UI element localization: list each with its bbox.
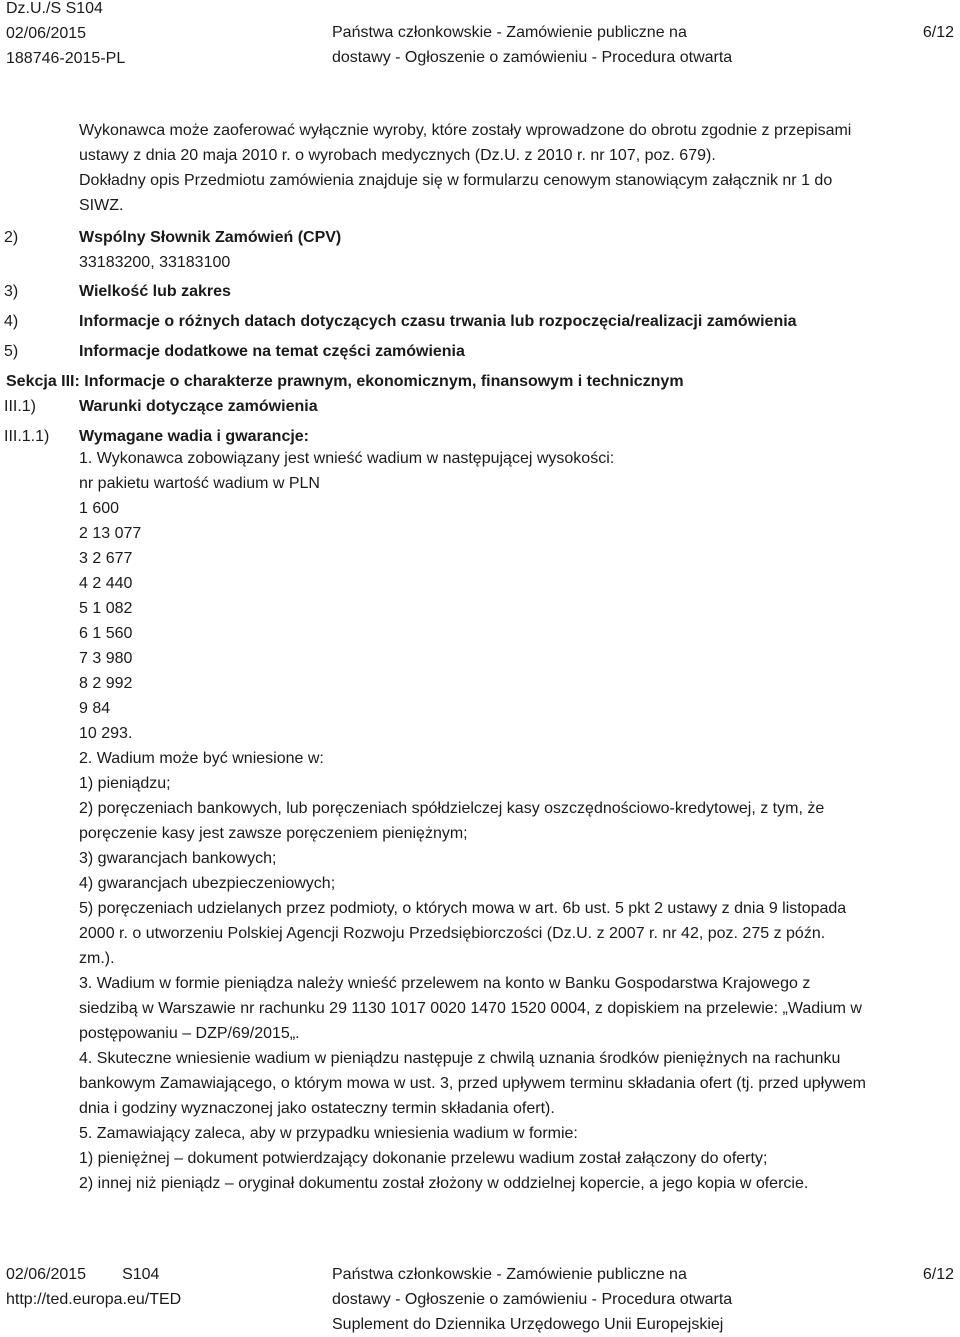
page-header bbox=[0, 0, 960, 72]
body-line: 5. Zamawiający zaleca, aby w przypadku wniesienia wadium w formie: bbox=[79, 1125, 578, 1142]
header-doc-id: 188746-2015-PL bbox=[6, 50, 126, 67]
subsection-heading: Warunki dotyczące zamówienia bbox=[79, 398, 318, 415]
scope-heading: Wielkość lub zakres bbox=[79, 283, 231, 300]
header-title-2: dostawy - Ogłoszenie o zamówieniu - Procedura otwarta bbox=[332, 49, 733, 66]
body-line: 5) poręczeniach udzielanych przez podmioty, o których mowa w art. 6b ust. 5 pkt 2 ustawy z dnia 9 listopada bbox=[79, 900, 847, 917]
body-line: 7 3 980 bbox=[79, 650, 133, 667]
footer-left bbox=[6, 1262, 181, 1312]
body-line: 10 293. bbox=[79, 725, 133, 742]
footer-date: 02/06/2015 bbox=[6, 1266, 87, 1283]
intro-line: Wykonawca może zaoferować wyłącznie wyroby, które zostały wprowadzone do obrotu zgodnie z przepisami bbox=[79, 122, 852, 139]
footer-url[interactable]: http://ted.europa.eu/TED bbox=[6, 1291, 182, 1308]
section-heading: Sekcja III: Informacje o charakterze prawnym, ekonomicznym, finansowym i technicznym bbox=[6, 373, 684, 390]
header-ref: Dz.U./S S104 bbox=[6, 0, 103, 17]
body-line: poręczenie kasy jest zawsze poręczeniem pieniężnym; bbox=[79, 825, 468, 842]
footer-center bbox=[332, 1262, 752, 1337]
body-line: 1. Wykonawca zobowiązany jest wnieść wadium w następującej wysokości: bbox=[79, 450, 615, 467]
header-title-1: Państwa członkowskie - Zamówienie publiczne na bbox=[332, 24, 687, 41]
subsubsection-heading: Wymagane wadia i gwarancje: bbox=[79, 428, 310, 445]
dates-heading: Informacje o różnych datach dotyczących czasu trwania lub rozpoczęcia/realizacji zamówienia bbox=[79, 313, 797, 330]
body-line: 1 600 bbox=[79, 500, 120, 517]
body-line: 4) gwarancjach ubezpieczeniowych; bbox=[79, 875, 336, 892]
subsubsection-number: III.1.1) bbox=[4, 428, 50, 445]
body-line: 1) pieniężnej – dokument potwierdzający dokonanie przelewu wadium został załączony do oferty; bbox=[79, 1150, 768, 1167]
footer-page-number: 6/12 bbox=[922, 1266, 954, 1283]
body-line: 8 2 992 bbox=[79, 675, 133, 692]
footer-title-1: Państwa członkowskie - Zamówienie publiczne na bbox=[332, 1266, 687, 1283]
scope-number: 3) bbox=[4, 283, 19, 300]
extra-number: 5) bbox=[4, 343, 19, 360]
body-line: 6 1 560 bbox=[79, 625, 133, 642]
page-footer bbox=[0, 1262, 960, 1334]
body-line: zm.). bbox=[79, 950, 115, 967]
body-line: 3. Wadium w formie pieniądza należy wnieść przelewem na konto w Banku Gospodarstwa Krajowego z bbox=[79, 975, 811, 992]
cpv-heading: Wspólny Słownik Zamówień (CPV) bbox=[79, 229, 342, 246]
dates-number: 4) bbox=[4, 313, 19, 330]
guarantee-text bbox=[79, 446, 949, 1196]
footer-issue: S104 bbox=[122, 1266, 160, 1283]
extra-heading: Informacje dodatkowe na temat części zamówienia bbox=[79, 343, 465, 360]
body-line: siedzibą w Warszawie nr rachunku 29 1130 1017 0020 1470 1520 0004, z dopiskiem na przelewie: „Wadium w bbox=[79, 1000, 862, 1017]
footer-title-2: dostawy - Ogłoszenie o zamówieniu - Procedura otwarta bbox=[332, 1291, 733, 1308]
body-line: 2 13 077 bbox=[79, 525, 142, 542]
body-line: 5 1 082 bbox=[79, 600, 133, 617]
header-center bbox=[332, 20, 752, 70]
cpv-number: 2) bbox=[4, 229, 19, 246]
header-left bbox=[6, 0, 125, 71]
cpv-codes: 33183200, 33183100 bbox=[79, 254, 231, 271]
intro-line: SIWZ. bbox=[79, 197, 124, 214]
header-page-number: 6/12 bbox=[922, 24, 954, 41]
intro-line: Dokładny opis Przedmiotu zamówienia znajduje się w formularzu cenowym stanowiącym załącznik nr 1 do bbox=[79, 172, 833, 189]
body-line: dnia i godziny wyznaczonej jako ostateczny termin składania ofert). bbox=[79, 1100, 555, 1117]
body-line: bankowym Zamawiającego, o którym mowa w ust. 3, przed upływem terminu składania ofert (tj. przed upływem bbox=[79, 1075, 866, 1092]
body-line: 3 2 677 bbox=[79, 550, 133, 567]
header-date: 02/06/2015 bbox=[6, 25, 87, 42]
intro-paragraph bbox=[79, 118, 949, 218]
body-line: 4. Skuteczne wniesienie wadium w pieniądzu następuje z chwilą uznania środków pieniężnych na rachunku bbox=[79, 1050, 841, 1067]
body-line: 1) pieniądzu; bbox=[79, 775, 171, 792]
body-line: postępowaniu – DZP/69/2015„. bbox=[79, 1025, 300, 1042]
body-line: 2000 r. o utworzeniu Polskiej Agencji Rozwoju Przedsiębiorczości (Dz.U. z 2007 r. nr 42, poz. 275 z późn. bbox=[79, 925, 826, 942]
body-line: nr pakietu wartość wadium w PLN bbox=[79, 475, 320, 492]
body-line: 4 2 440 bbox=[79, 575, 133, 592]
subsection-number: III.1) bbox=[4, 398, 37, 415]
body-line: 9 84 bbox=[79, 700, 111, 717]
body-line: 2) innej niż pieniądz – oryginał dokumentu został złożony w oddzielnej kopercie, a jego kopia w ofercie. bbox=[79, 1175, 809, 1192]
footer-title-3: Suplement do Dziennika Urzędowego Unii Europejskiej bbox=[332, 1316, 724, 1333]
body-line: 3) gwarancjach bankowych; bbox=[79, 850, 277, 867]
body-line: 2. Wadium może być wniesione w: bbox=[79, 750, 324, 767]
body-line: 2) poręczeniach bankowych, lub poręczeniach spółdzielczej kasy oszczędnościowo-kredytowej, z tym, że bbox=[79, 800, 825, 817]
intro-line: ustawy z dnia 20 maja 2010 r. o wyrobach medycznych (Dz.U. z 2010 r. nr 107, poz. 679). bbox=[79, 147, 716, 164]
